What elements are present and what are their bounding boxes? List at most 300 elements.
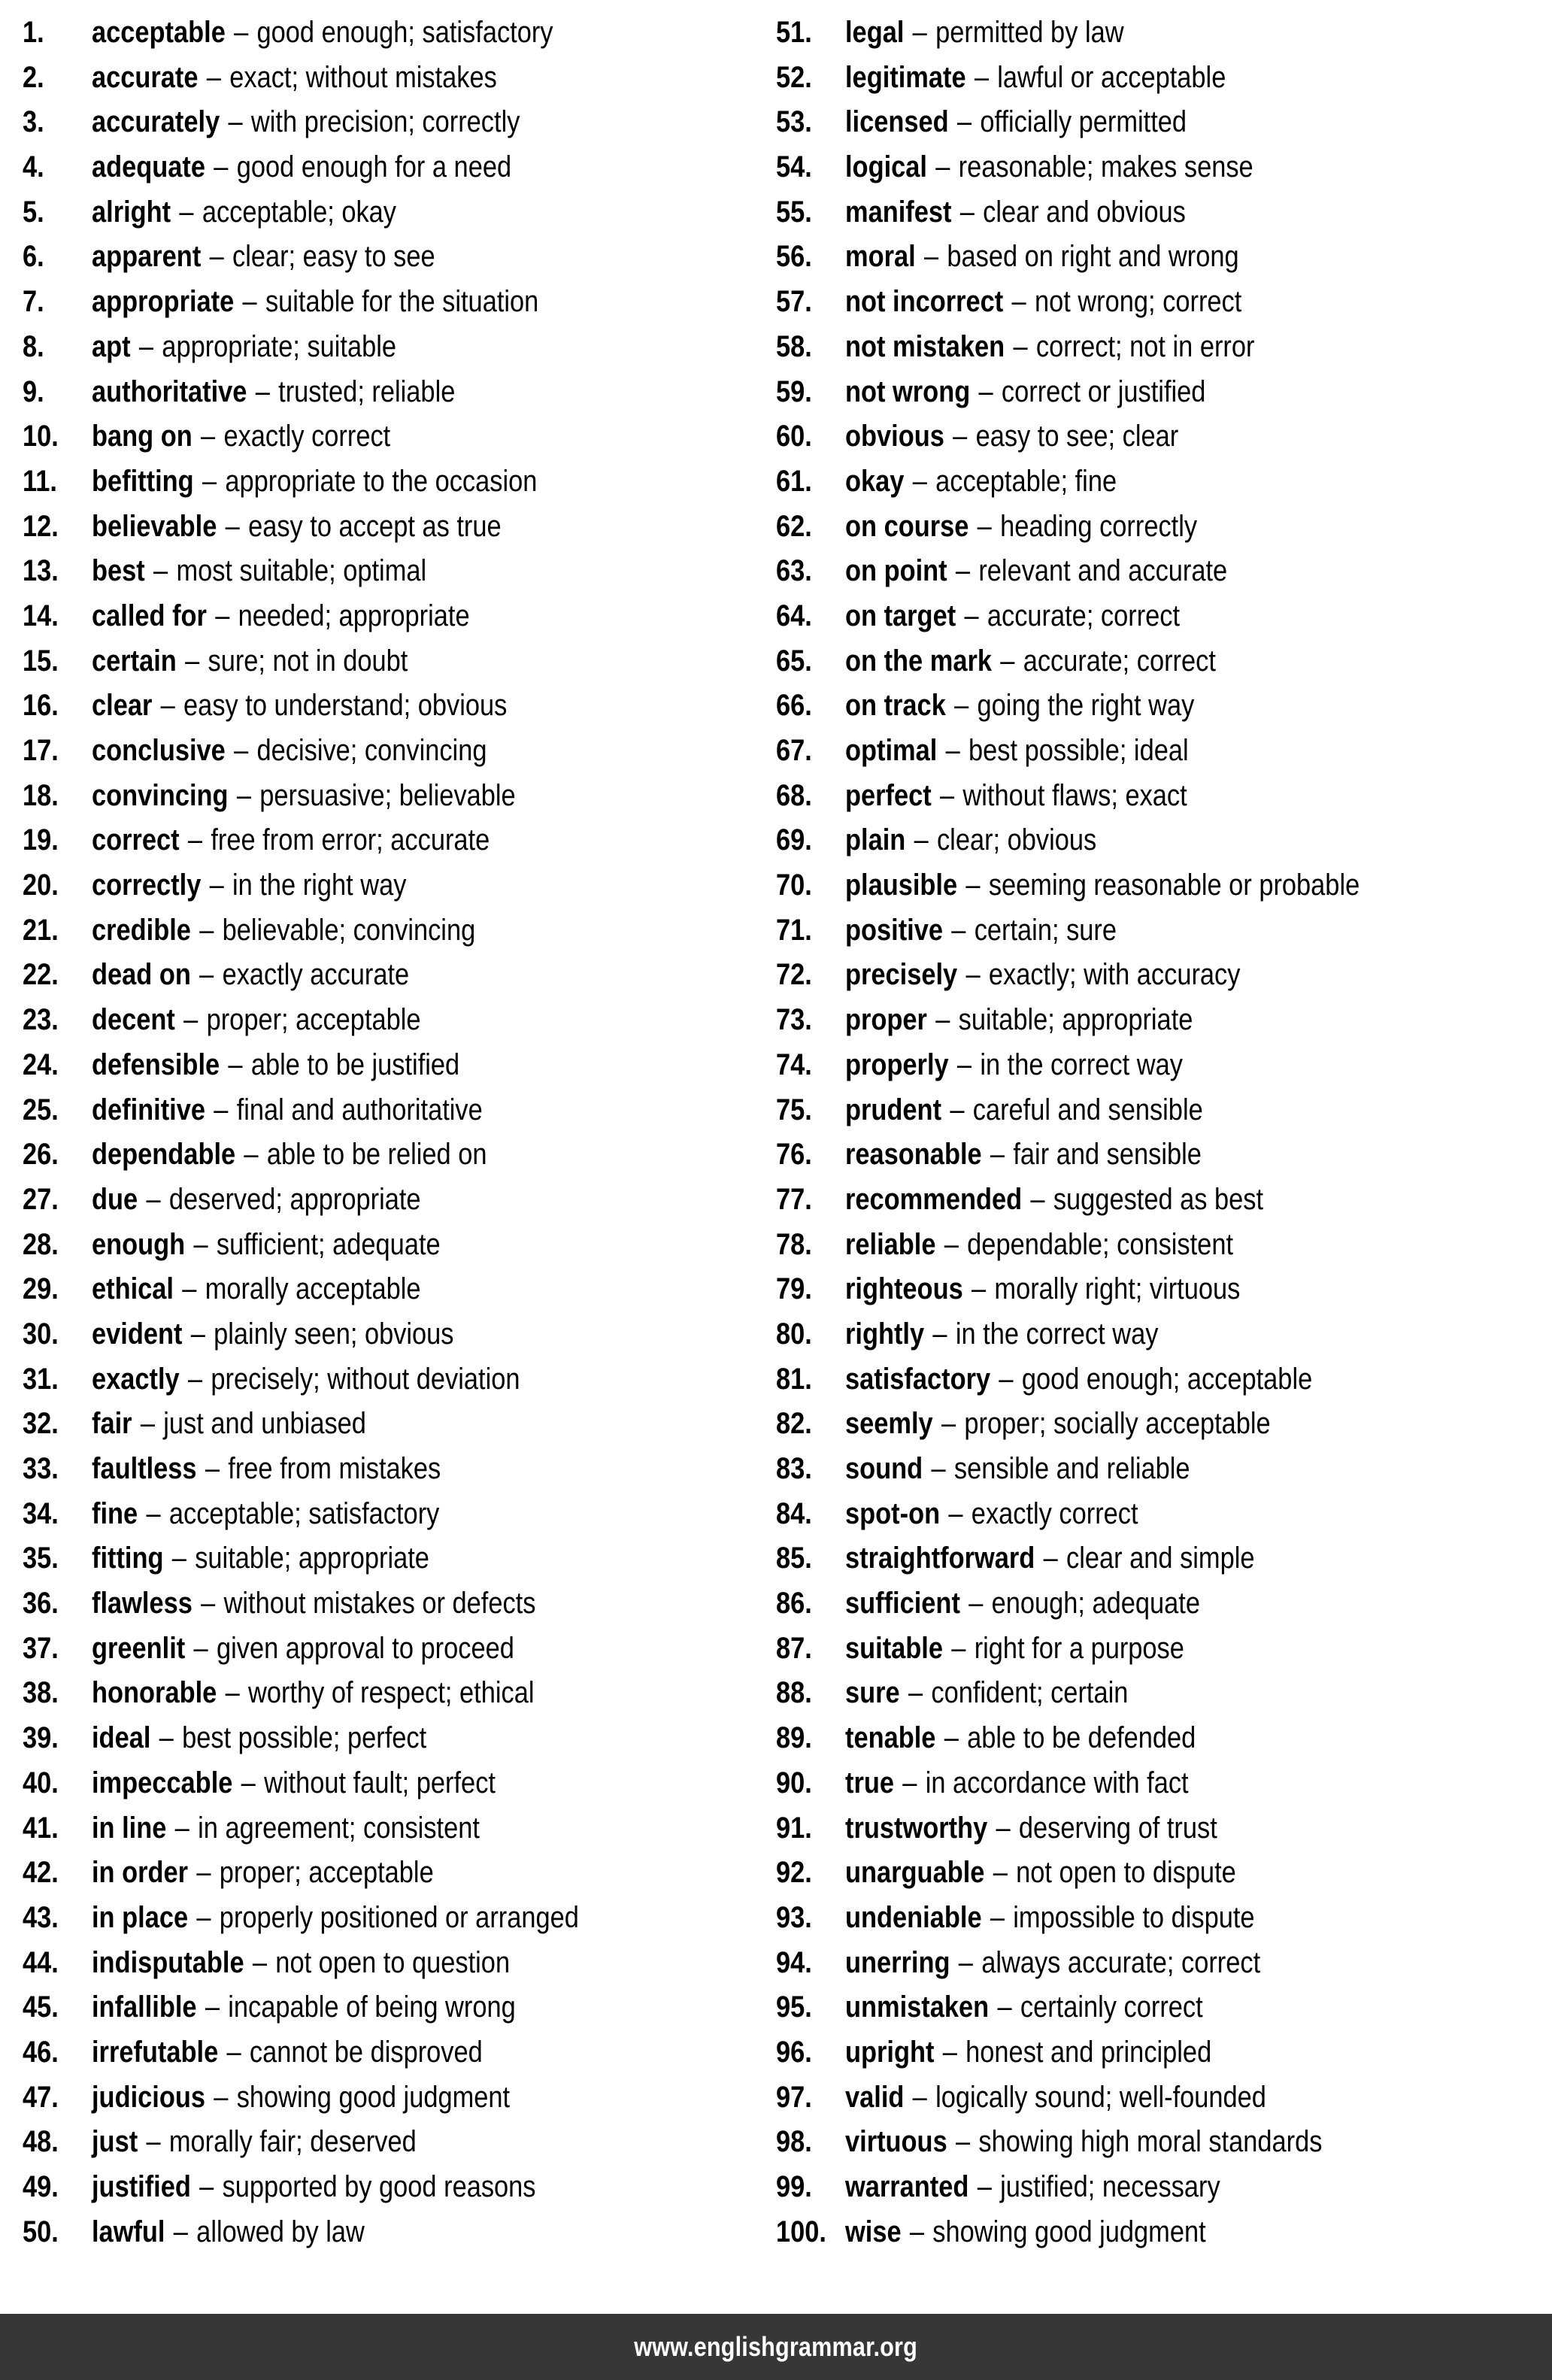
word-list-item-dash: – (931, 1452, 946, 1485)
word-list-item-number: 2. (23, 60, 44, 94)
word-list-item-word: spot-on (845, 1496, 941, 1530)
word-list-item-word: rightly (845, 1317, 925, 1351)
word-list-item-word: best (92, 554, 145, 588)
word-list-item-word: decent (92, 1003, 175, 1037)
word-list-item-word: greenlit (92, 1631, 186, 1665)
word-list-item (23, 1761, 753, 1806)
word-list-item (23, 370, 753, 415)
word-list-item (23, 1088, 753, 1133)
word-list-item-word: satisfactory (845, 1362, 991, 1396)
word-list-item (776, 145, 1552, 190)
word-list-item-dash: – (909, 2215, 925, 2248)
word-list-item-definition: able to be defended (967, 1721, 1196, 1755)
word-list-item-number: 62. (776, 509, 812, 543)
word-list-item-body (845, 1941, 1453, 1986)
word-list-item-number: 3. (23, 105, 44, 139)
word-list-item-number: 84. (776, 1496, 812, 1530)
word-list-item-number: 16. (23, 689, 59, 723)
word-list-item-body (845, 774, 1453, 819)
word-list-item-definition: justified; necessary (1000, 2170, 1220, 2203)
word-list-column-left (0, 0, 753, 2254)
word-list-item-word: indisputable (92, 1945, 244, 1979)
word-list-item-word: sure (845, 1676, 900, 1710)
word-list-item-definition: correct; not in error (1035, 329, 1255, 363)
word-list-item (23, 2120, 753, 2165)
word-list-item-body (845, 1851, 1453, 1896)
word-list-item-body (92, 1627, 661, 1672)
word-list-item-word: apparent (92, 240, 202, 274)
word-list-item (776, 1267, 1552, 1312)
word-list-item-number: 42. (23, 1856, 59, 1890)
word-list-item-definition: proper; acceptable (219, 1856, 434, 1890)
word-list-item-dash: – (935, 1003, 950, 1037)
word-list-item (23, 1941, 753, 1986)
word-list-item-definition: properly positioned or arranged (219, 1900, 579, 1934)
word-list-item-body (845, 549, 1453, 594)
word-list-item-word: legitimate (845, 60, 966, 94)
word-list-item-word: moral (845, 240, 916, 274)
word-list-item-number: 63. (776, 554, 812, 588)
word-list-item-definition: not open to dispute (1016, 1856, 1236, 1890)
word-list-item-dash: – (146, 1496, 161, 1530)
word-list-item-word: apt (92, 329, 131, 363)
word-list-item-body (845, 1492, 1453, 1537)
word-list-item-definition: allowed by law (196, 2215, 365, 2248)
word-list-item-definition: exact; without mistakes (229, 60, 497, 94)
word-list-item-definition: without mistakes or defects (223, 1587, 536, 1621)
word-list-item-dash: – (965, 869, 981, 902)
word-list-item-body (92, 549, 661, 594)
word-list-item-number: 78. (776, 1227, 812, 1261)
word-list-item-dash: – (923, 240, 939, 274)
word-list-item-dash: – (990, 1900, 1005, 1934)
word-list-item-body (845, 594, 1453, 639)
word-list-item-definition: not open to question (275, 1945, 511, 1979)
word-list-item-dash: – (179, 195, 194, 229)
word-list-item-body (92, 1806, 661, 1851)
footer-website-url[interactable]: www.englishgrammar.org (634, 2331, 918, 2362)
word-list-item-body (92, 1671, 661, 1716)
word-list-item-number: 8. (23, 329, 44, 363)
word-list-item-number: 92. (776, 1856, 812, 1890)
word-list-item-body (92, 1447, 661, 1492)
word-list-item-dash: – (160, 689, 175, 723)
word-list-item-word: reliable (845, 1227, 936, 1261)
word-list-item-body (92, 1896, 661, 1941)
word-list-item-definition: right for a purpose (974, 1631, 1184, 1665)
word-list-item-number: 53. (776, 105, 812, 139)
word-list-item (776, 1402, 1552, 1447)
word-list-item-definition: morally right; virtuous (994, 1272, 1241, 1306)
word-list-item-number: 20. (23, 869, 59, 902)
word-list-item-dash: – (214, 1093, 229, 1126)
word-list-item-word: logical (845, 150, 927, 184)
word-list-item-definition: good enough for a need (236, 150, 512, 184)
word-list-item (23, 145, 753, 190)
word-list-item (776, 818, 1552, 863)
word-list-item-body (92, 1492, 661, 1537)
word-list-item (776, 1178, 1552, 1223)
word-list-item (776, 505, 1552, 550)
word-list-item-word: ideal (92, 1721, 151, 1755)
word-list-item-definition: suitable; appropriate (958, 1003, 1193, 1037)
word-list-item-body (92, 505, 661, 550)
word-list-item-body (845, 190, 1453, 235)
word-list-item-dash: – (1043, 1542, 1058, 1575)
word-list-item-dash: – (1030, 1182, 1045, 1216)
word-list-item-word: proper (845, 1003, 927, 1037)
word-list-item-definition: good enough; satisfactory (256, 16, 553, 49)
word-list-item-number: 96. (776, 2035, 812, 2069)
word-list-item-number: 44. (23, 1945, 59, 1979)
word-list-item-definition: easy to understand; obvious (183, 689, 508, 723)
word-list-item (776, 1043, 1552, 1088)
word-list-item-number: 55. (776, 195, 812, 229)
word-list-item-definition: impossible to dispute (1013, 1900, 1255, 1934)
word-list-item-definition: showing good judgment (236, 2080, 511, 2114)
word-list-item-body (845, 1043, 1453, 1088)
word-list-item-number: 27. (23, 1182, 59, 1216)
word-list-item (23, 639, 753, 684)
word-list-item-dash: – (935, 150, 950, 184)
word-list-item-dash: – (201, 420, 216, 453)
word-list-item-dash: – (146, 2125, 161, 2159)
word-list-item (23, 594, 753, 639)
word-list-item-definition: lawful or acceptable (997, 60, 1226, 94)
word-list-item-number: 76. (776, 1138, 812, 1172)
word-list-item-dash: – (944, 1721, 959, 1755)
word-list-item-body (92, 1132, 661, 1178)
word-list-item-dash: – (206, 60, 221, 94)
word-list-item-number: 89. (776, 1721, 812, 1755)
word-list-item-body (92, 2030, 661, 2075)
word-list-item-definition: morally acceptable (205, 1272, 421, 1306)
word-list-item-number: 93. (776, 1900, 812, 1934)
word-list-item-body (92, 56, 661, 101)
word-list-item-body (845, 1806, 1453, 1851)
word-list-item-body (92, 145, 661, 190)
word-list-item-definition: officially permitted (980, 105, 1187, 139)
word-list-item (776, 1132, 1552, 1178)
word-list-item-word: unerring (845, 1945, 950, 1979)
word-list-item-number: 56. (776, 240, 812, 274)
word-list-item-word: wise (845, 2215, 902, 2248)
word-list-item-dash: – (974, 60, 990, 94)
word-list-item-dash: – (977, 2170, 992, 2203)
word-list-item-word: okay (845, 464, 905, 498)
word-list-item-number: 46. (23, 2035, 59, 2069)
word-list-item-word: unmistaken (845, 1990, 990, 2024)
word-list-item-word: exactly (92, 1362, 180, 1396)
word-list-item-definition: cannot be disproved (249, 2035, 483, 2069)
word-list-item-body (92, 1851, 661, 1896)
word-list-item (23, 414, 753, 459)
word-list-item-definition: able to be justified (250, 1048, 460, 1081)
word-list-item-dash: – (953, 420, 968, 453)
word-list-item-definition: needed; appropriate (238, 599, 470, 632)
word-list-item-dash: – (956, 105, 972, 139)
word-list-item-word: manifest (845, 195, 952, 229)
word-list-item-number: 37. (23, 1631, 59, 1665)
word-list-item-number: 28. (23, 1227, 59, 1261)
word-list-item-number: 17. (23, 734, 59, 767)
word-list-item-definition: exactly correct (223, 420, 391, 453)
word-list-item-dash: – (173, 2215, 188, 2248)
word-list-item-number: 54. (776, 150, 812, 184)
word-list-item-definition: accurate; correct (1023, 644, 1216, 678)
word-list-item-number: 51. (776, 16, 812, 49)
word-list-item-definition: precisely; without deviation (211, 1362, 520, 1396)
word-list-item-definition: dependable; consistent (967, 1227, 1234, 1261)
word-list-item-definition: showing high moral standards (978, 2125, 1323, 2159)
word-list-item-word: licensed (845, 105, 949, 139)
word-list-item-word: fine (92, 1496, 138, 1530)
word-list-item (23, 459, 753, 505)
word-list-item-number: 74. (776, 1048, 812, 1081)
word-list-item-definition: plainly seen; obvious (214, 1317, 454, 1351)
word-list-item-dash: – (241, 1766, 256, 1799)
word-list-item-dash: – (1000, 644, 1015, 678)
word-list-item (23, 818, 753, 863)
word-list-item-definition: careful and sensible (972, 1093, 1203, 1126)
word-list-item-dash: – (977, 509, 992, 543)
word-list-item-body (845, 11, 1453, 56)
word-list-item-number: 19. (23, 823, 59, 857)
word-list-item-definition: acceptable; satisfactory (168, 1496, 440, 1530)
word-list-item-dash: – (993, 1856, 1008, 1890)
word-list-item (776, 280, 1552, 325)
word-list-item (23, 1357, 753, 1402)
word-list-item-definition: easy to see; clear (975, 420, 1179, 453)
word-list-item-number: 98. (776, 2125, 812, 2159)
word-list-item-word: correct (92, 823, 180, 857)
word-list-item-word: due (92, 1182, 138, 1216)
word-list-item-definition: trusted; reliable (278, 374, 456, 408)
word-list-item (23, 908, 753, 954)
word-list-item (23, 1402, 753, 1447)
word-list-item-body (92, 1716, 661, 1761)
word-list-item-body (92, 1267, 661, 1312)
word-list-item-dash: – (185, 644, 200, 678)
word-list-item-word: straightforward (845, 1542, 1035, 1575)
word-list-item-body (92, 684, 661, 729)
word-list-item (776, 190, 1552, 235)
word-list-item-number: 23. (23, 1003, 59, 1037)
word-list-item-body (92, 818, 661, 863)
word-list-item-dash: – (908, 1676, 923, 1710)
word-list-item-word: righteous (845, 1272, 963, 1306)
word-list-item-number: 6. (23, 240, 44, 274)
word-list-item-dash: – (990, 1138, 1005, 1172)
word-list-item-dash: – (965, 958, 981, 992)
word-list-item-number: 94. (776, 1945, 812, 1979)
word-list-item-dash: – (138, 329, 154, 363)
word-list-item-body (845, 1402, 1453, 1447)
word-list-item-number: 67. (776, 734, 812, 767)
word-list-item-body (845, 145, 1453, 190)
word-list-item-body (92, 235, 661, 280)
word-list-item (776, 1312, 1552, 1357)
word-list-item-body (845, 1267, 1453, 1312)
word-list-item-number: 68. (776, 778, 812, 812)
word-list-item (23, 1178, 753, 1223)
word-list-item (23, 2030, 753, 2075)
word-list-item-word: not wrong (845, 374, 971, 408)
word-list-item-definition: clear and simple (1065, 1542, 1255, 1575)
word-list-item (776, 863, 1552, 908)
word-list-item-dash: – (236, 778, 252, 812)
word-list-item-definition: exactly correct (971, 1496, 1138, 1530)
word-list-item-number: 95. (776, 1990, 812, 2024)
word-list-item-definition: appropriate to the occasion (225, 464, 538, 498)
word-list-item-body (845, 818, 1453, 863)
word-list-item-body (92, 414, 661, 459)
word-list-item-word: defensible (92, 1048, 220, 1081)
word-list-item-word: reasonable (845, 1138, 982, 1172)
word-list-item-number: 41. (23, 1811, 59, 1845)
word-list-item-word: warranted (845, 2170, 969, 2203)
word-list-item-dash: – (187, 823, 203, 857)
word-list-item (776, 235, 1552, 280)
word-list-item-definition: suitable for the situation (265, 285, 539, 319)
word-list-item-definition: easy to accept as true (248, 509, 502, 543)
word-list-item-word: believable (92, 509, 217, 543)
word-list-item-number: 49. (23, 2170, 59, 2203)
word-list-item (776, 1851, 1552, 1896)
word-list-item-word: valid (845, 2080, 905, 2114)
word-list-item (776, 1581, 1552, 1627)
word-list-item-definition: believable; convincing (222, 913, 476, 947)
word-list-item-definition: worthy of respect; ethical (247, 1676, 535, 1710)
word-list-item-dash: – (153, 554, 168, 588)
word-list-item-word: not mistaken (845, 329, 1005, 363)
word-list-item-number: 29. (23, 1272, 59, 1306)
word-list-item (776, 325, 1552, 370)
word-list-item-word: in line (92, 1811, 167, 1845)
word-list-item-word: flawless (92, 1587, 192, 1621)
word-list-item (776, 11, 1552, 56)
word-list-item-number: 33. (23, 1452, 59, 1485)
word-list-item-word: plausible (845, 869, 958, 902)
word-list-item-word: legal (845, 16, 905, 49)
word-list-item-dash: – (1013, 329, 1028, 363)
word-list-item (23, 325, 753, 370)
word-list-item-word: trustworthy (845, 1811, 988, 1845)
word-list-item-dash: – (902, 1766, 917, 1799)
word-list-item-number: 69. (776, 823, 812, 857)
word-list-item-definition: clear; obvious (936, 823, 1097, 857)
word-list-item-dash: – (228, 105, 243, 139)
word-list-item (23, 1267, 753, 1312)
word-list-item (776, 1671, 1552, 1716)
word-list-item-body (92, 370, 661, 415)
word-list-item-body (845, 280, 1453, 325)
word-list-item (776, 639, 1552, 684)
word-list-item-body (845, 235, 1453, 280)
word-list-item-word: tenable (845, 1721, 936, 1755)
word-list-item-word: appropriate (92, 285, 235, 319)
word-list-item-number: 66. (776, 689, 812, 723)
word-list-item-number: 65. (776, 644, 812, 678)
word-list-item-word: judicious (92, 2080, 205, 2114)
word-list-item-number: 34. (23, 1496, 59, 1530)
word-list-item-definition: deserved; appropriate (168, 1182, 421, 1216)
word-list-item-definition: not wrong; correct (1034, 285, 1242, 319)
word-list-item-dash: – (999, 1362, 1014, 1396)
word-list-item-word: lawful (92, 2215, 165, 2248)
word-list-item-definition: exactly accurate (222, 958, 410, 992)
word-list-item-body (92, 1941, 661, 1986)
word-list-item-dash: – (225, 509, 240, 543)
word-list-item (23, 2165, 753, 2210)
word-list-item-dash: – (205, 1452, 220, 1485)
word-list-item-dash: – (997, 1990, 1012, 2024)
word-list-item-dash: – (183, 1003, 199, 1037)
word-list-item-definition: best possible; ideal (968, 734, 1189, 767)
word-list-item-dash: – (972, 1272, 987, 1306)
word-list-item-number: 11. (23, 464, 57, 498)
word-list-item-definition: honest and principled (965, 2035, 1212, 2069)
word-list-item-number: 30. (23, 1317, 59, 1351)
word-list-item (23, 1223, 753, 1268)
word-list-item-body (92, 1402, 661, 1447)
word-list-item-body (845, 2075, 1453, 2121)
word-list-item-definition: best possible; perfect (182, 1721, 427, 1755)
word-list-item-dash: – (171, 1542, 186, 1575)
word-list-item (776, 1088, 1552, 1133)
word-list-item-dash: – (912, 2080, 927, 2114)
word-list-item-body (92, 594, 661, 639)
word-list-item-number: 4. (23, 150, 44, 184)
word-list-item-definition: suitable; appropriate (195, 1542, 429, 1575)
word-list-item-body (845, 1671, 1453, 1716)
word-list-item-definition: appropriate; suitable (162, 329, 397, 363)
word-list-item-definition: seeming reasonable or probable (988, 869, 1360, 902)
word-list-item-dash: – (228, 1048, 243, 1081)
word-list-item-word: conclusive (92, 734, 226, 767)
word-list-item-number: 36. (23, 1587, 59, 1621)
word-list-item-body (845, 1178, 1453, 1223)
word-list-item-word: dead on (92, 958, 191, 992)
word-list-item-dash: – (951, 1631, 966, 1665)
word-list-item-dash: – (174, 1811, 189, 1845)
word-list-item-definition: in the correct way (955, 1317, 1159, 1351)
word-list-item-number: 21. (23, 913, 59, 947)
word-list-item-word: sound (845, 1452, 923, 1485)
word-list-item (23, 1985, 753, 2030)
word-list-item-word: upright (845, 2035, 935, 2069)
word-list-item-dash: – (190, 1317, 205, 1351)
word-list-item (23, 11, 753, 56)
word-list-item-number: 87. (776, 1631, 812, 1665)
word-list-item-definition: based on right and wrong (947, 240, 1239, 274)
word-list-item-word: obvious (845, 420, 944, 453)
word-list-item-word: properly (845, 1048, 949, 1081)
word-list-item (23, 863, 753, 908)
word-list-item-dash: – (944, 1227, 959, 1261)
word-list-item-body (92, 953, 661, 998)
word-list-item-number: 86. (776, 1587, 812, 1621)
word-list-item-number: 77. (776, 1182, 812, 1216)
word-list-item-word: on track (845, 689, 946, 723)
word-list-item-word: accurate (92, 60, 199, 94)
word-list-item-definition: sure; not in doubt (208, 644, 408, 678)
word-list-item-definition: in the correct way (980, 1048, 1183, 1081)
word-list-item-dash: – (140, 1407, 155, 1441)
word-list-item-word: not incorrect (845, 285, 1004, 319)
word-list-item-definition: most suitable; optimal (176, 554, 427, 588)
word-list-item-body (845, 2030, 1453, 2075)
